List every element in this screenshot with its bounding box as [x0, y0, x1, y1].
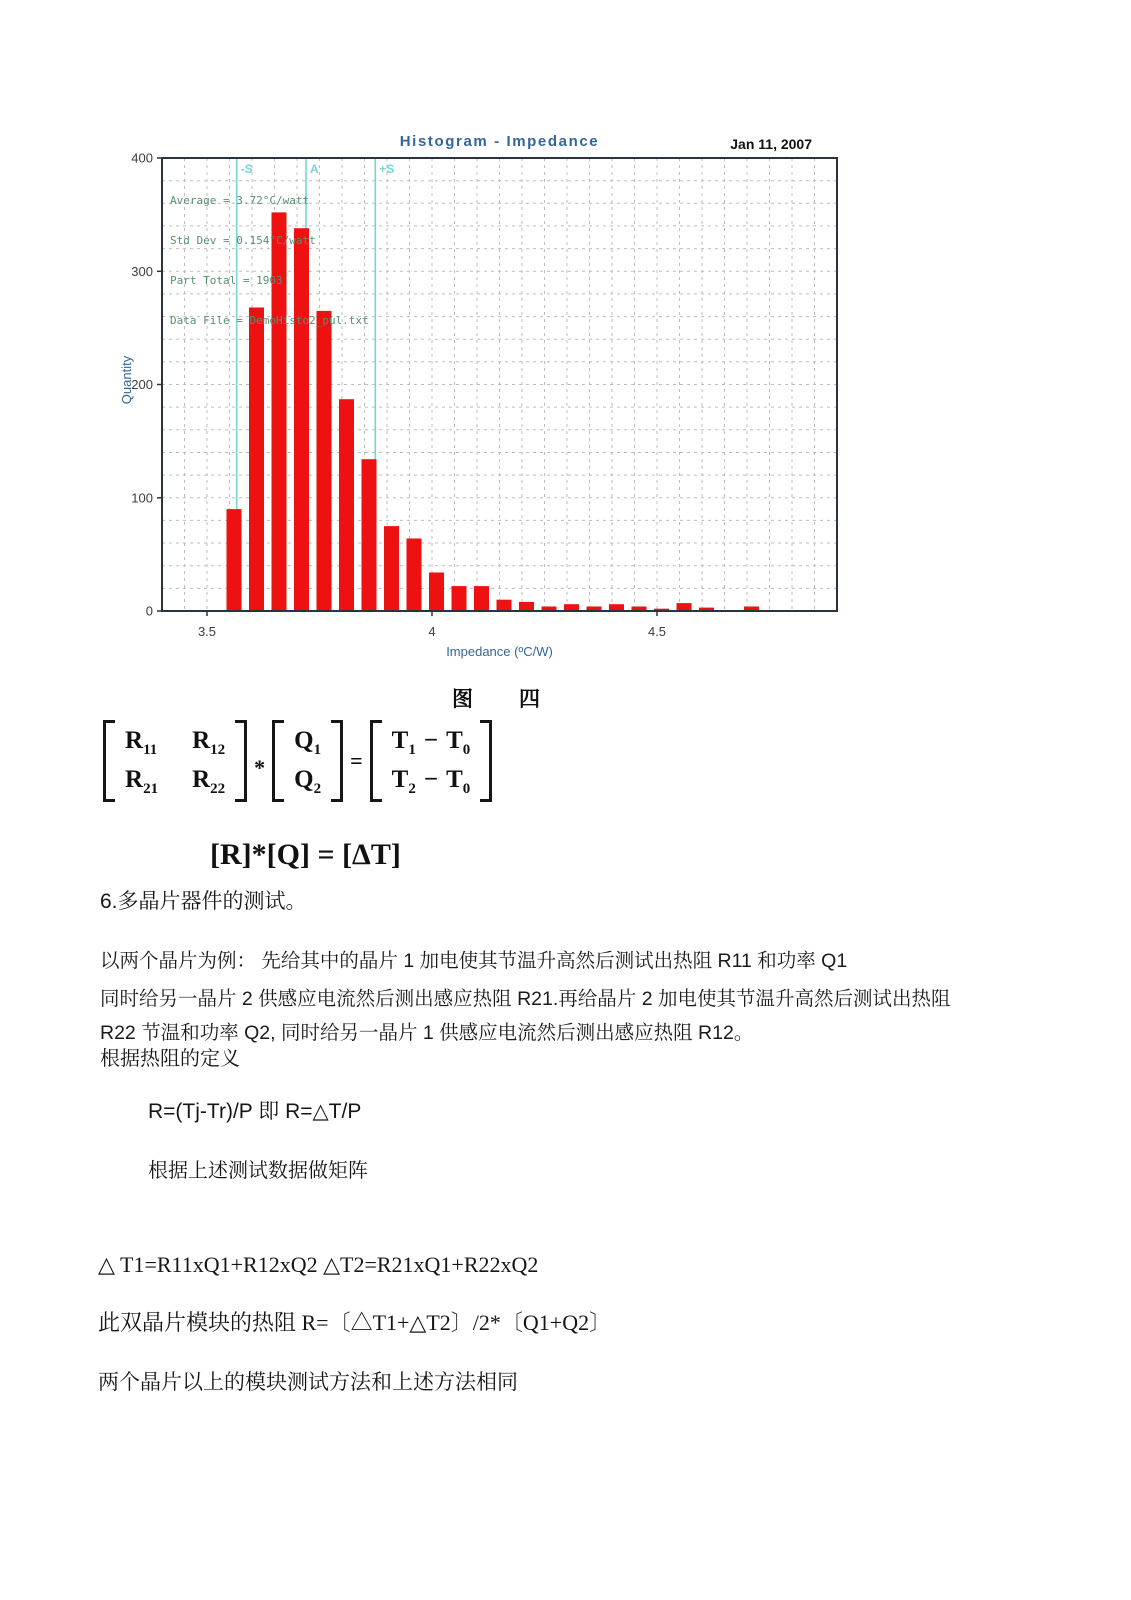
bar — [474, 586, 489, 611]
matrix-cell-r22: $R_{22}$ — [192, 765, 226, 797]
definition-intro: 根据热阻的定义 — [100, 1048, 240, 1070]
module-resistance-formula: 此双晶片模块的热阻 R=〔△T1+△T2〕/2*〔Q1+Q2〕 — [98, 1310, 612, 1335]
equals-operator: = — [350, 748, 363, 774]
matrix-equation — [103, 720, 492, 802]
matrix-cell-t1: $T_1 - T_0$ — [391, 727, 471, 758]
y-axis-label: Quantity — [119, 355, 134, 405]
delta-t-formula: △ T1=R11xQ1+R12xQ2 △T2=R21xQ1+R22xQ2 — [98, 1252, 539, 1277]
right-bracket — [235, 720, 247, 802]
marker-label: A — [310, 162, 319, 176]
delta-t-vector — [370, 720, 493, 802]
y-tick-label: 200 — [131, 377, 153, 392]
x-tick-label: 4.5 — [647, 624, 667, 639]
section-heading: 6.多晶片器件的测试。 — [100, 890, 307, 913]
closing-line: 两个晶片以上的模块测试方法和上述方法相同 — [98, 1370, 518, 1394]
bar — [677, 603, 692, 611]
stat-std-dev: Std Dev = 0.154°C/watt — [170, 234, 316, 248]
matrix-cell-r11: $R_{11}$ — [125, 727, 158, 758]
chart-title: Histogram - Impedance — [399, 133, 600, 150]
bar — [497, 600, 512, 611]
matrix-cell-r12: $R_{12}$ — [192, 727, 226, 758]
bar — [452, 586, 467, 611]
matrix-cell-r21: $R_{21}$ — [125, 765, 159, 797]
bar — [407, 539, 422, 612]
right-bracket — [480, 720, 492, 802]
matrix-cells — [382, 720, 481, 802]
matrix-cells — [115, 720, 235, 802]
resistance-matrix — [103, 720, 247, 802]
resistance-formula: R=(Tj-Tr)/P 即 R=△T/P — [148, 1100, 362, 1123]
figure-caption-char: 四 — [519, 688, 540, 711]
left-bracket — [370, 720, 382, 802]
bar — [429, 573, 444, 612]
y-tick-label: 0 — [145, 603, 153, 619]
y-tick-label: 100 — [131, 490, 153, 506]
chart-date: Jan 11, 2007 — [730, 136, 812, 152]
chart-stats-box — [170, 167, 369, 355]
paragraph-line: 同时给另一晶片 2 供感应电流然后测出感应热阻 R21.再给晶片 2 加电使其节温升高然后测试出热阻 — [100, 988, 951, 1010]
bar — [609, 604, 624, 611]
matrix-cell-q2: $Q_2$ — [294, 765, 322, 797]
x-tick-label: 3.5 — [197, 624, 217, 639]
x-tick-label: 4 — [428, 624, 436, 639]
bar — [317, 311, 332, 611]
y-tick-label: 400 — [131, 150, 153, 166]
left-bracket — [103, 720, 115, 802]
matrix-cells — [284, 720, 331, 802]
figure-caption-char: 图 — [452, 688, 473, 711]
power-vector — [272, 720, 343, 802]
stat-average: Average = 3.72°C/watt — [170, 193, 310, 207]
bar — [384, 526, 399, 611]
x-axis-label: Impedance (ºC/W) — [446, 644, 553, 659]
bar — [227, 509, 242, 611]
figure-caption — [452, 688, 540, 712]
marker-label: +S — [379, 162, 395, 176]
y-tick-label: 300 — [131, 263, 153, 279]
paragraph-line: 以两个晶片为例： 先给其中的晶片 1 加电使其节温升高然后测试出热阻 R11 和功率 Q1 — [100, 950, 848, 972]
bar — [564, 604, 579, 611]
left-bracket — [272, 720, 284, 802]
multiply-operator: * — [254, 755, 266, 781]
matrix-cell-t2: $T_2 - T_0$ — [391, 765, 471, 797]
bar — [362, 459, 377, 611]
matrix-intro: 根据上述测试数据做矩阵 — [148, 1160, 368, 1182]
marker-label: -S — [240, 162, 253, 176]
matrix-cell-q1: $Q_1$ — [294, 727, 322, 758]
x-tick-labels — [198, 624, 666, 639]
bar — [519, 602, 534, 611]
compact-matrix-equation: [R]*[Q] = [ΔT] — [210, 838, 401, 871]
bar — [339, 399, 354, 611]
paragraph-line: R22 节温和功率 Q2, 同时给另一晶片 1 供感应电流然后测出感应热阻 R12。 — [100, 1022, 754, 1044]
stat-data-file: Data File = DemoHisto2_pul.txt — [170, 314, 369, 328]
stat-part-total: Part Total = 1903 — [170, 274, 283, 288]
right-bracket — [331, 720, 343, 802]
